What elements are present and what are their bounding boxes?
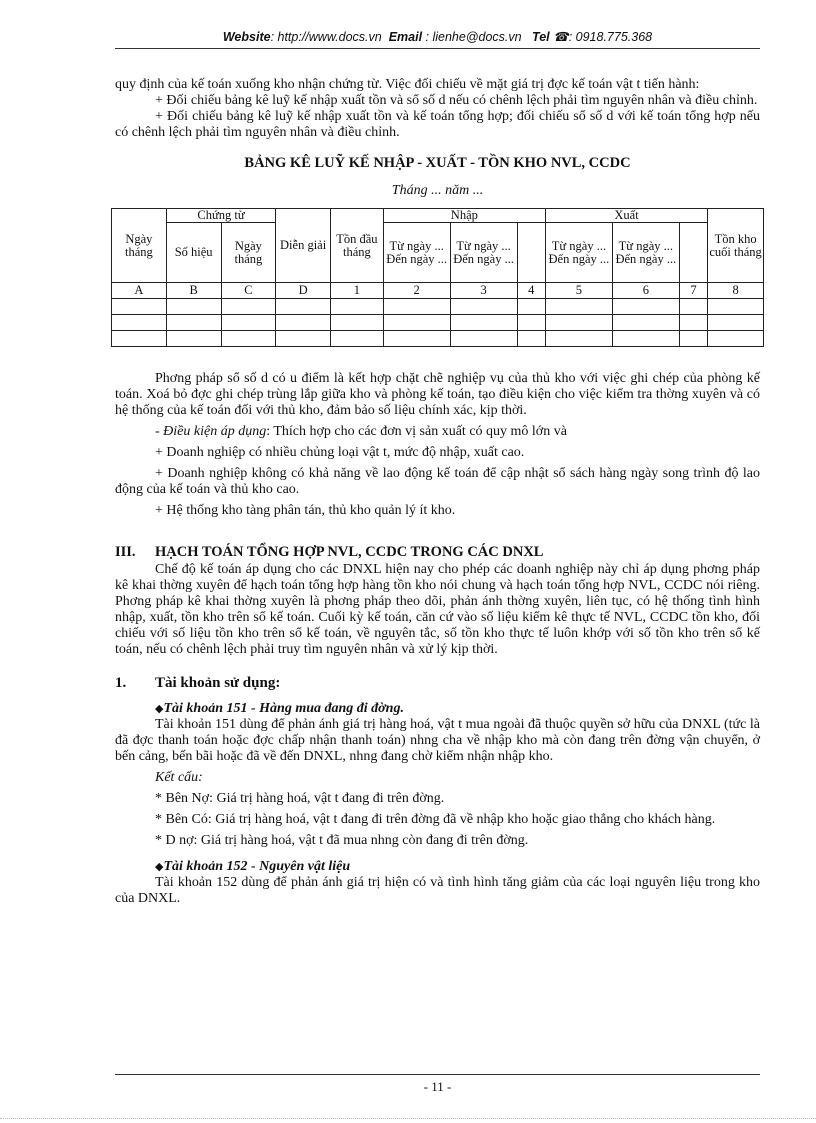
code-cell: 2 xyxy=(383,283,450,299)
code-cell: D xyxy=(276,283,331,299)
du-no: * D nợ: Giá trị hàng hoá, vật t đã mua nhng còn đang đi trên đờng. xyxy=(155,833,529,848)
table-row xyxy=(112,315,764,331)
paragraph-2: + Đối chiếu bảng kê luỹ kế nhập xuất tồn và sổ số d nếu có chênh lệch phải tìm nguyên nhân và điều chỉnh. xyxy=(155,93,758,108)
table-row xyxy=(112,299,764,315)
website-value: : http://www.docs.vn xyxy=(270,30,382,44)
code-cell: 3 xyxy=(450,283,517,299)
paragraph-1: quy định của kế toán xuống kho nhận chứng từ. Việc đối chiếu về mặt giá trị đợc kế toán vật t tiến hành: xyxy=(115,77,700,92)
table-title: BẢNG KÊ LUỸ KẾ NHẬP - XUẤT - TỒN KHO NVL, CCDC xyxy=(244,155,631,171)
tel-value: : 0918.775.368 xyxy=(568,30,653,44)
email-label: Email xyxy=(388,30,423,44)
condition-label: - Điều kiện áp dụng xyxy=(155,424,267,439)
page-number: - 11 - xyxy=(423,1079,452,1094)
diamond-bullet-icon: ◆ xyxy=(155,861,164,873)
ben-no: * Bên Nợ: Giá trị hàng hoá, vật t đang đi trên đờng. xyxy=(155,791,445,806)
ledger-table xyxy=(111,208,764,347)
paragraph-3: + Đối chiếu bảng kê luỹ kế nhập xuất tồn và kế toán tổng hợp; đối chiếu sổ số d với kế toán tổng hợp nếu có chênh lệch phải tìm nguyên nhân và điều chỉnh. xyxy=(115,109,760,140)
header-nhap-period-1: Từ ngày ... Đến ngày ... xyxy=(383,223,450,283)
paragraph-9: Chế độ kế toán áp dụng cho các DNXL hiện nay cho phép các doanh nghiệp này chỉ áp dụng phơng pháp kê khai thờng xuyên để hạch toán tổng hợp hàng tồn kho nói chung và hạch toán tổng hợp NVL, CCDC nói riêng. Phơng pháp kê khai thờng xuyên là phơng pháp theo dõi, phản ánh thờng xuyên, liên tục, có hệ thống tình hình nhập, xuất, tồn kho trên sổ kế toán. Cuối kỳ kế toán, căn cứ vào số liệu kiểm kê thực tế NVL, CCDC tồn kho, đối chiếu với số liệu tồn kho trên sổ kế toán, về nguyên tắc, số tồn kho thực tế luôn khớp với số tồn kho trên sổ kế toán, nếu có chênh lệch phải truy tìm nguyên nhân và xử lý kịp thời. xyxy=(115,562,760,657)
code-cell: 4 xyxy=(517,283,545,299)
phone-icon: ☎ xyxy=(553,30,569,44)
tk152-heading xyxy=(115,859,760,875)
code-cell: 6 xyxy=(612,283,679,299)
header-ton-cuoi: Tồn kho cuối tháng xyxy=(708,209,764,283)
paragraph-10: Tài khoản 151 dùng để phản ánh giá trị hàng hoá, vật t mua ngoài đã thuộc quyền sở hữu của DNXL (tức là đã đợc thanh toán hoặc đợc chấp nhận thanh toán) nhng cha về nhập kho mà còn đang trên đờng vận chuyển, ở bến cảng, bến bãi hoặc đã về đến DNXL, nhng đang chờ kiểm nhận nhập kho. xyxy=(115,717,760,764)
section-3-heading xyxy=(115,544,760,560)
condition-text: : Thích hợp cho các đơn vị sản xuất có quy mô lớn và xyxy=(266,424,567,439)
page-header xyxy=(115,29,760,44)
ket-cau-label: Kết cấu: xyxy=(155,770,203,785)
header-xuat-period-2: Từ ngày ... Đến ngày ... xyxy=(612,223,679,283)
paragraph-4: Phơng pháp sổ số d có u điểm là kết hợp chặt chẽ nghiệp vụ của thủ kho với việc ghi chép của phòng kế toán. Xoá bỏ đợc ghi chép trùng lắp giữa kho và phòng kế toán, tạo điều kiện cho việc kiểm tra thờng xuyên và có hệ thống của kế toán đối với thủ kho, đảm bảo số liệu chính xác, kịp thời. xyxy=(115,371,760,418)
header-dien-giai: Diễn giải xyxy=(276,209,331,283)
page-edge-dotted-line xyxy=(0,1118,816,1119)
footer-rule xyxy=(115,1074,760,1075)
header-so-hieu: Số hiệu xyxy=(166,223,221,283)
header-ngay-thang: Ngày tháng xyxy=(112,209,167,283)
code-cell: 7 xyxy=(679,283,707,299)
code-cell: 1 xyxy=(331,283,384,299)
header-nhap-empty xyxy=(517,223,545,283)
header-xuat: Xuất xyxy=(545,209,707,223)
section-3-title: HẠCH TOÁN TỔNG HỢP NVL, CCDC TRONG CÁC DNXL xyxy=(155,544,544,560)
table-subtitle: Tháng ... năm ... xyxy=(391,183,484,198)
tel-label: Tel xyxy=(532,30,550,44)
header-ton-dau: Tồn đầu tháng xyxy=(331,209,384,283)
website-label: Website xyxy=(222,30,271,44)
section-1-number: 1. xyxy=(115,675,127,691)
section-1-heading xyxy=(115,675,760,691)
paragraph-11: Tài khoản 152 dùng để phản ánh giá trị hiện có và tình hình tăng giảm của các loại nguyên liệu trong kho của DNXL. xyxy=(115,875,760,906)
code-cell: C xyxy=(221,283,276,299)
tk152-title: Tài khoản 152 - Nguyên vật liệu xyxy=(163,859,351,874)
ben-co: * Bên Có: Giá trị hàng hoá, vật t đang đi trên đờng đã về nhập kho hoặc giao thẳng cho khách hàng. xyxy=(155,812,716,827)
code-cell: 5 xyxy=(545,283,612,299)
section-3-number: III. xyxy=(115,544,136,560)
header-ngay-thang-ct: Ngày tháng xyxy=(221,223,276,283)
code-cell: 8 xyxy=(708,283,764,299)
email-value: : lienhe@docs.vn xyxy=(425,30,522,44)
diamond-bullet-icon: ◆ xyxy=(155,703,164,715)
tk151-title: Tài khoản 151 - Hàng mua đang đi đờng. xyxy=(163,701,404,716)
code-cell: B xyxy=(166,283,221,299)
header-xuat-empty xyxy=(679,223,707,283)
paragraph-6: + Doanh nghiệp có nhiều chủng loại vật t, mức độ nhập, xuất cao. xyxy=(155,445,525,460)
section-1-title: Tài khoản sử dụng: xyxy=(155,675,281,691)
header-xuat-period-1: Từ ngày ... Đến ngày ... xyxy=(545,223,612,283)
header-rule xyxy=(115,48,760,49)
header-chung-tu: Chứng từ xyxy=(166,209,276,223)
header-nhap: Nhập xyxy=(383,209,545,223)
paragraph-8: + Hệ thống kho tàng phân tán, thủ kho quản lý ít kho. xyxy=(155,503,456,518)
condition-paragraph xyxy=(115,424,760,440)
paragraph-7: + Doanh nghiệp không có khả năng về lao động kế toán để cập nhật sổ sách hàng ngày song trình độ lao động của kế toán và thủ kho cao. xyxy=(115,466,760,497)
page-content xyxy=(115,77,760,907)
code-cell: A xyxy=(112,283,167,299)
header-nhap-period-2: Từ ngày ... Đến ngày ... xyxy=(450,223,517,283)
tk151-heading xyxy=(115,701,760,717)
table-row xyxy=(112,331,764,347)
